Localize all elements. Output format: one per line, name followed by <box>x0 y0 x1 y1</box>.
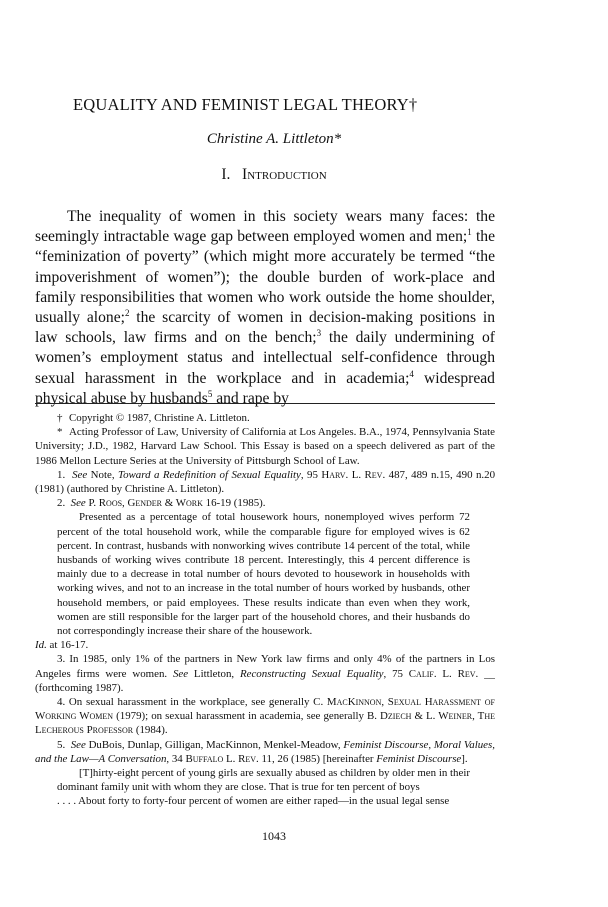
footnote-divider <box>35 403 495 404</box>
footnote-ref[interactable]: 4 <box>409 368 414 379</box>
footnote-number: 4. <box>57 696 66 709</box>
body-paragraph <box>35 207 495 409</box>
footnote-number: 5. <box>57 738 66 751</box>
footnote-3 <box>35 652 495 695</box>
footnote-text: Note, <box>87 468 119 481</box>
footnotes <box>35 411 495 809</box>
dagger-mark: † <box>57 412 63 424</box>
short-title: Feminist Discourse <box>376 752 462 765</box>
footnote-text: ]. <box>461 752 468 765</box>
footnote-ref[interactable]: 2 <box>124 308 130 319</box>
footnote-text: 16-19 (1985). <box>202 497 266 510</box>
footnote-text: , 75 <box>383 667 409 680</box>
footnote-1 <box>35 468 495 496</box>
cited-title: Feminist Discourse, Moral Values, and the Law—A Conversation <box>35 738 495 765</box>
block-quote: [T]hirty-eight percent of young girls are sexually abused as children by older men in their dominant family unit with whom they are close. That is true for ten percent of boys <box>57 767 470 794</box>
footnote-dagger <box>35 411 495 425</box>
book-title: Dziech & L. Weiner, The Lecherous Professor <box>35 710 495 737</box>
signal: See <box>172 667 189 680</box>
footnote-number: 1. <box>57 468 66 481</box>
block-quote-continued: . . . . About forty to forty-four percent of women are either raped—in the usual legal sense <box>57 795 450 808</box>
journal-name: Calif. L. Rev. <box>408 667 479 680</box>
footnote-number: 2. <box>57 497 66 510</box>
journal-name: Buffalo L. Rev. <box>185 752 259 765</box>
footnote-text: Acting Professor of Law, University of California at Los Angeles. B.A., 1974, Pennsylvania State University; J.D., 1982, Harvard Law School. This Essay is based on a speech delivered as part of the 1986 Mellon Lecture Series at the University of Pittsburgh School of Law. <box>35 426 495 467</box>
footnote-text: at 16-17. <box>46 639 89 652</box>
footnote-star <box>35 425 495 468</box>
footnote-text: , 95 <box>300 468 322 481</box>
body-text-segment: widespread physical abuse by husbands <box>35 369 495 407</box>
article-author: Christine A. Littleton* <box>206 131 342 147</box>
body-text-segment: the daily undermining of women’s employment status and intellectual self-confidence through sexual harassment in the workplace and in academia; <box>35 329 495 387</box>
footnote-text: In 1985, only 1% of the partners in New York law firms and only 4% of the partners in Los Angeles firms were women. <box>35 653 495 680</box>
footnote-ref[interactable]: 5 <box>207 388 213 399</box>
footnote-text: (1979); on sexual harassment in academia, see generally B. <box>113 710 381 723</box>
footnote-ref[interactable]: 3 <box>316 328 322 339</box>
footnote-text: Copyright © 1987, Christine A. Littleton. <box>69 412 250 424</box>
footnote-text: P. <box>85 497 99 510</box>
footnote-ref[interactable]: 1 <box>467 227 472 238</box>
body-text-segment: the “feminization of poverty” (which might more accurately be termed “the impoverishment of women”); the double burden of work-place and family responsibilities that women who work outside the home shoulder, usually alone; <box>35 228 496 327</box>
footnote-text: 487, 489 n.15, 490 n.20 (1981) (authored by Christine A. Littleton). <box>35 468 496 496</box>
footnote-text: DuBois, Dunlap, Gilligan, MacKinnon, Menkel-Meadow, <box>85 738 344 751</box>
footnote-text: , 34 <box>166 752 186 765</box>
cited-title: Toward a Redefinition of Sexual Equality <box>118 468 301 481</box>
footnote-text: (1984). <box>133 724 168 737</box>
asterisk-mark: * <box>57 426 63 439</box>
signal: See <box>70 738 86 751</box>
body-text-segment: the scarcity of women in decision-making positions in law schools, law firms and on the bench; <box>35 309 495 347</box>
journal-name: Harv. L. Rev. <box>321 468 386 481</box>
article-title: EQUALITY AND FEMINIST LEGAL THEORY† <box>73 95 418 114</box>
body-text-segment: The inequality of women in this society wears many faces: the seemingly intractable wage gap between employed women and men; <box>35 208 495 246</box>
page-number: 1043 <box>262 829 286 843</box>
footnote-5 <box>35 738 495 766</box>
signal: See <box>70 497 86 510</box>
block-quote: Presented as a percentage of total housework hours, nonemployed wives perform 72 percent of the total household work, while the comparable figure for employed wives is 62 percent. In contrast, husbands with nonworking wives contribute 14 percent of the total, while husbands of working wives contribute 18 percent. Interestingly, this 4 percent difference is mainly due to a decrease in total number of hours devoted to housework in households with working wives, and not to an increase in the total number of hours worked by husbands, other household members, or paid employees. These results indicate than even when they work, women are still responsible for the larger part of the household chores, and their husbands do not correspondingly increase their share of the housework. <box>57 511 470 638</box>
footnote-4 <box>35 695 495 738</box>
footnote-text: On sexual harassment in the workplace, see generally C. <box>65 696 327 709</box>
footnote-2 <box>35 496 495 510</box>
body-text-segment: and rape by <box>212 389 289 407</box>
book-title: MacKinnon, Sexual Harassment of Working Women <box>35 696 495 723</box>
id-citation <box>35 638 495 652</box>
footnote-text: __ (forthcoming 1987). <box>35 667 495 694</box>
footnote-text: Littleton, <box>188 667 240 680</box>
section-heading <box>0 166 608 184</box>
footnote-text: 11, 26 (1985) [hereinafter <box>258 752 377 765</box>
footnote-number: 3. <box>57 653 66 666</box>
cited-title: Reconstructing Sexual Equality <box>239 667 384 680</box>
id-signal: Id. <box>35 639 47 652</box>
section-number: I. <box>221 166 231 183</box>
section-title: Introduction <box>242 166 327 183</box>
signal: See <box>72 468 88 481</box>
book-title: Roos, Gender & Work <box>98 497 203 510</box>
